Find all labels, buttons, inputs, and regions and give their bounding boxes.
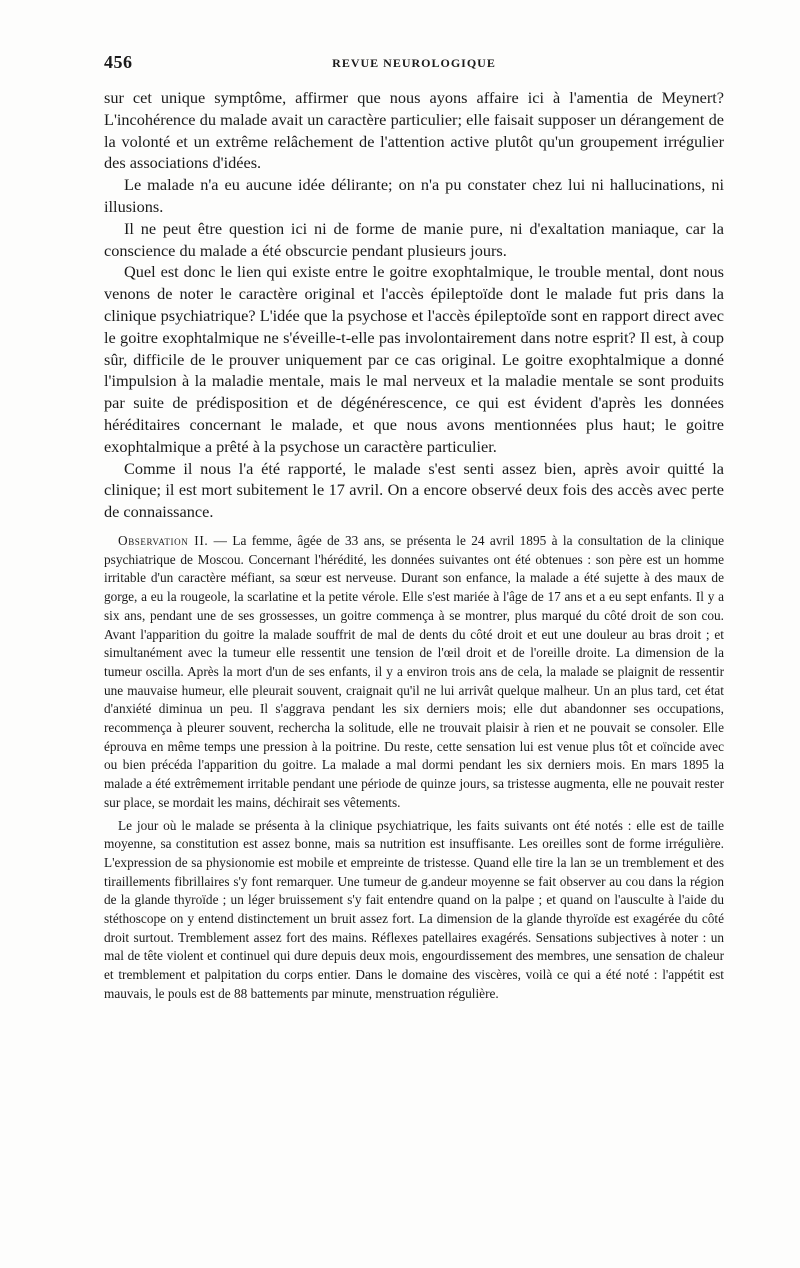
observation-paragraph-1: [104, 532, 724, 813]
observation-text-1: — La femme, âgée de 33 ans, se présenta le 24 avril 1895 à la consultation de la clinique psychiatrique de Moscou. Concernant l'hérédité, les données suivantes ont été obtenues : son père est un homme irritable d'un caractère méfiant, sa sœur est nerveuse. Durant son enfance, la malade a été sujette à des maux de gorge, a eu la rougeole, la scarlatine et la petite vérole. Elle s'est mariée à l'âge de 17 ans et a eu sept enfants. Il y a six ans, pendant une de ses grossesses, un goitre commença à se montrer, plus marqué du côté droit de son cou. Avant l'apparition du goitre la malade souffrit de mal de dents du côté droit et eut une douleur au bras droit ; et simultanément avec la tumeur elle ressentit une tension de l'œil droit et de l'oreille droite. La dimension de la tumeur oscilla. Après la mort d'un de ses enfants, il y a environ trois ans de cela, la malade se plaignit de ressentir une mauvaise humeur, elle pleurait souvent, craignait qu'il ne lui arrivât quelque malheur. Un an plus tard, cet état d'anxiété diminua un peu. Il s'aggrava pendant les six derniers mois; elle dut abandonner ses occupations, recommença à pleurer souvent, rechercha la solitude, elle ne trouvait plaisir à rien et ne pouvait se consoler. Elle éprouva en même temps une pression à la poitrine. Du reste, cette sensation lui est venue plus tôt et coïncide avec ou bien précéda l'apparition du goitre. La malade a mal dormi pendant les six derniers mois. En mars 1895 la malade a été extrêmement irritable pendant une période de quinze jours, sa tristesse augmenta, elle ne pouvait rester sur place, se mordait les mains, déchirait ses vêtements.: [104, 533, 724, 810]
paragraph-4: Quel est donc le lien qui existe entre le goitre exophtalmique, le trouble mental, dont nous venons de noter le caractère original et l'accès épileptoïde dont le malade fut pris dans la clinique psychiatrique? L'idée que la psychose et l'accès épileptoïde sont en rapport direct avec le goitre exophtalmique ne s'éveille-t-elle pas involontairement dans notre esprit? Il est, à coup sûr, difficile de le prouver uniquement par ce cas original. Le goitre exophtalmique a donné l'impulsion à la maladie mentale, mais le mal nerveux et la maladie mentale se sont produits par suite de prédisposition et de dégénérescence, ce qui est évident d'après les données héréditaires concernant le malade, et que nous avons mentionnées plus haut; le goitre exophtalmique a prêté à la psychose un caractère particulier.: [104, 262, 724, 456]
paragraph-1: sur cet unique symptôme, affirmer que nous ayons affaire ici à l'amentia de Meynert? L'incohérence du malade avait un caractère particulier; elle faisait supposer un dérangement de la volonté et un extrême relâchement de l'attention active plutôt qu'un groupement irrégulier des associations d'idées.: [104, 88, 724, 173]
paragraph-5: Comme il nous l'a été rapporté, le malade s'est senti assez bien, après avoir quitté la clinique; il est mort subitement le 17 avril. On a encore observé deux fois des accès avec perte de connaissance.: [104, 458, 724, 522]
observation-section: [104, 532, 724, 1004]
paragraph-2: Le malade n'a eu aucune idée délirante; on n'a pu constater chez lui ni hallucinations, ni illusions.: [104, 175, 724, 216]
main-text: [104, 87, 724, 523]
page-number: 456: [104, 52, 133, 72]
paragraph-3: Il ne peut être question ici ni de forme de manie pure, ni d'exaltation maniaque, car la conscience du malade a été obscurcie pendant plusieurs jours.: [104, 218, 724, 260]
observation-label: Observation II.: [118, 533, 209, 548]
running-title: REVUE NEUROLOGIQUE: [332, 56, 496, 70]
page-header: [104, 52, 724, 76]
observation-paragraph-2: Le jour où le malade se présenta à la clinique psychiatrique, les faits suivants ont été notés : elle est de taille moyenne, sa constitution est assez bonne, mais sa nutrition est insuffisante. Les oreilles sont de forme irrégulière. L'expression de sa physionomie est mobile et empreinte de tristesse. Quand elle tire la lan ɜe un tremblement et des tiraillements fibrillaires s'y font remarquer. Une tumeur de g.andeur moyenne se fait observer au cou dans la région de la glande thyroïde ; un léger bruissement s'y fait entendre quand on la palpe ; et quand on l'ausculte à l'aide du stéthoscope on y entend distinctement un bruit assez fort. La dimension de la glande thyroïde est exagérée du côté droit surtout. Tremblement assez fort des mains. Réflexes patellaires exagérés. Sensations subjectives à noter : un mal de tête violent et continuel qui dure depuis deux mois, engourdissement des membres, une sensation de chaleur et tremblement et palpitation du corps entier. Dans le domaine des viscères, voilà ce qui a été noté : l'appétit est mauvais, le pouls est de 88 battements par minute, menstruation régulière.: [104, 817, 724, 1001]
